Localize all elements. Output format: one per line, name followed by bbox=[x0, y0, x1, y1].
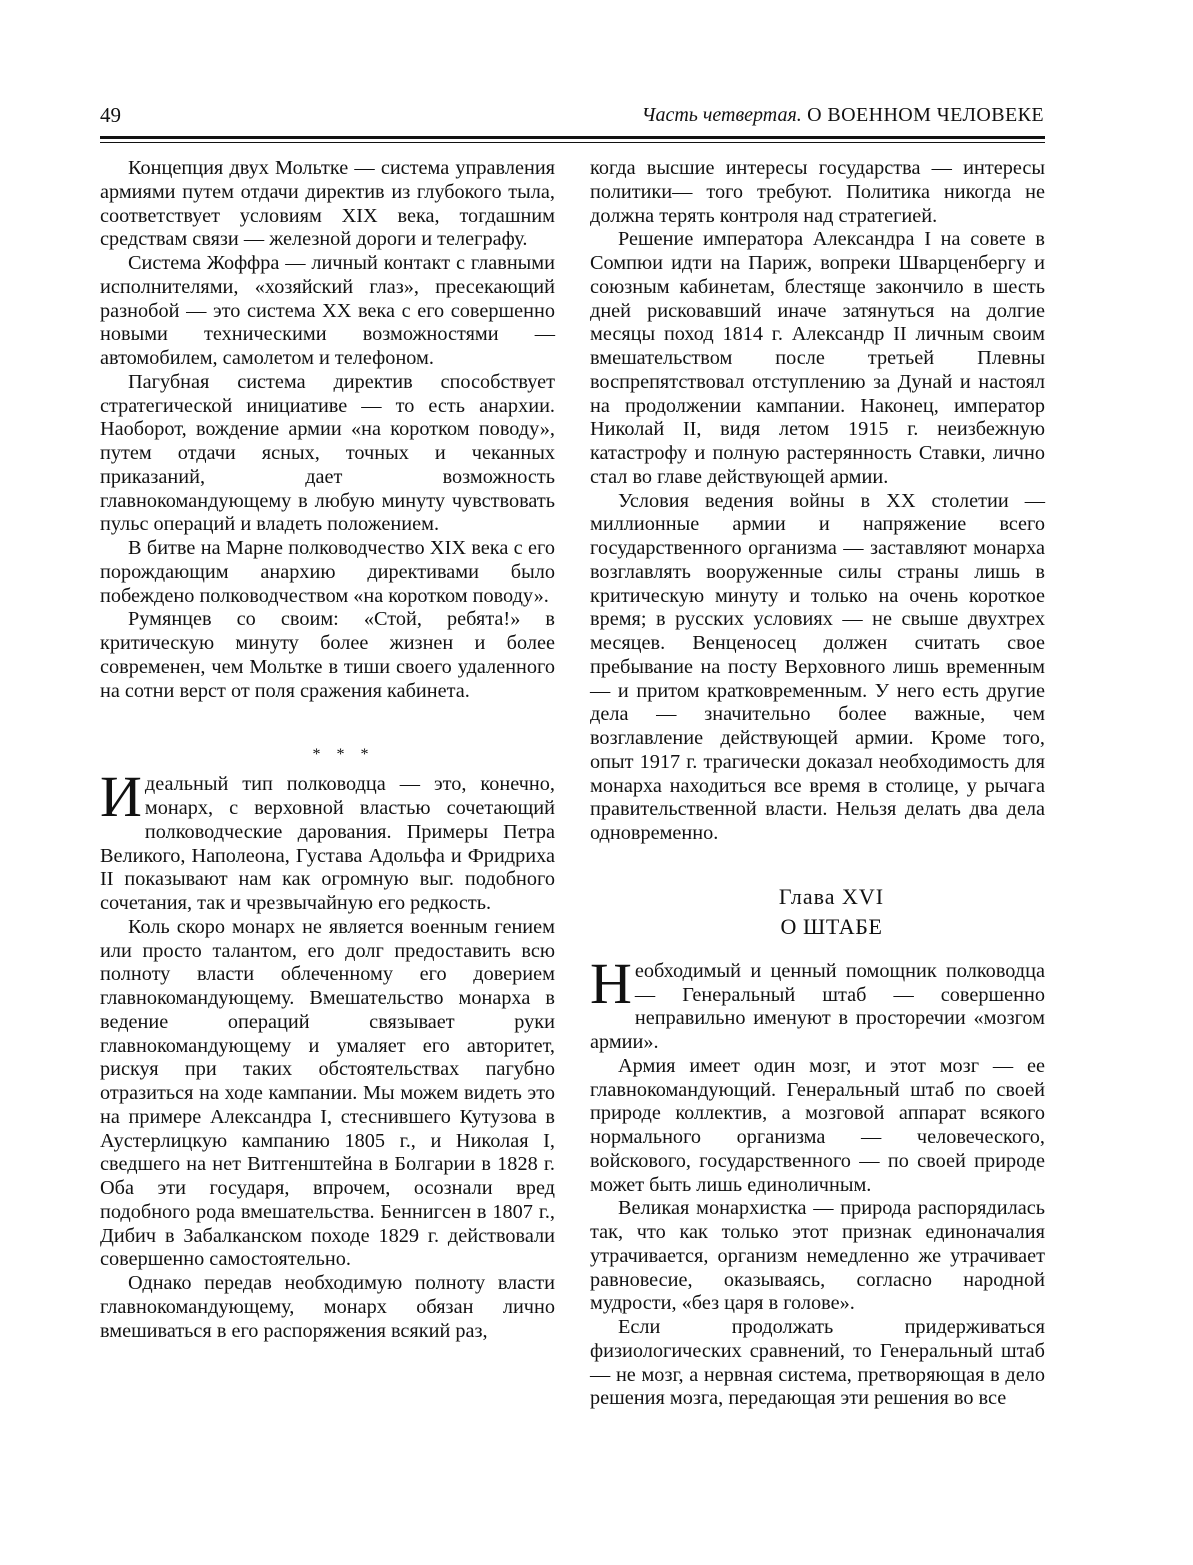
paragraph: Пагубная система директив способствует стратегической инициативе — то есть анархии. Наоборот, вождение армии «на коротком поводу», путем отдачи ясных, точных и чеканных приказаний, дает возможность главнокомандующему в любую минуту чувствовать пульс операций и владеть положением. bbox=[100, 370, 555, 536]
left-column bbox=[100, 157, 555, 1343]
part-label: Часть четвертая. bbox=[641, 104, 802, 126]
paragraph-dropcap bbox=[100, 764, 555, 916]
right-column bbox=[590, 157, 1045, 1411]
spacer bbox=[100, 703, 555, 745]
paragraph-text: деальный тип полководца — это, конечно, монарх, с верховной властью сочетающий полководческие дарования. Примеры Петра Великого, Наполеона, Густава Адольфа и Фридриха II показывают нам как огромную выг. подобного сочетания, так и чрезвычайную его редкость. bbox=[100, 773, 555, 914]
drop-cap: Н bbox=[590, 950, 632, 1016]
page-header bbox=[100, 101, 1044, 131]
header-rule-thin bbox=[100, 142, 1045, 143]
paragraph: В битве на Марне полководчество XIX века с его порождающим анархию директивами было побеждено полководчеством «на коротком поводу». bbox=[100, 537, 555, 607]
spacer bbox=[590, 846, 1045, 882]
paragraph: Условия ведения войны в XX столетии — миллионные армии и напряжение всего государственного организма — заставляют монарха возглавлять вооруженные силы страны лишь в критическую минуту и только на очень короткое время; в русских условиях — не свыше двухтрех месяцев. Венценосец должен считать свое пребывание на посту Верховного лишь временным — и притом кратковременным. У него есть другие дела — значительно более важные, чем возглавление действующей армии. Кроме того, опыт 1917 г. трагически доказал необходимость для монарха находиться все время в столице, у рычага правительственной власти. Нельзя делать два дела одновременно. bbox=[590, 489, 1045, 844]
paragraph: Коль скоро монарх не является военным гением или просто талантом, его долг предоставить всю полноту власти облеченному его доверием главнокомандующему. Вмешательство монарха в ведение операций связывает руки главнокомандующему и умаляет его авторитет, рискуя при таких обстоятельствах пагубно отразиться на ходе кампании. Мы можем видеть это на примере Александра I, стеснившего Кутузова в Аустерлицкую кампанию 1805 г., и Николая I, сведшего на нет Витгенштейна в Болгарии в 1828 г. Оба эти государя, впрочем, осознали вред подобного рода вмешательства. Беннигсен в 1807 г., Дибич в Забалканском походе 1829 г. действовали совершенно самостоятельно. bbox=[100, 915, 555, 1271]
part-title: О ВОЕННОМ ЧЕЛОВЕКЕ bbox=[807, 104, 1044, 126]
paragraph: Великая монархистка — природа распорядилась так, что как только этот признак единоначалия утрачивается, организм немедленно же утрачивает равновесие, оказываясь, согласно народной мудрости, «без царя в голове». bbox=[590, 1197, 1045, 1315]
paragraph: когда высшие интересы государства — интересы политики— того требуют. Политика никогда не должна терять контроля над стратегией. bbox=[590, 157, 1045, 227]
paragraph: Концепция двух Мольтке — система управления армиями путем отдачи директив из глубокого тыла, соответствует условиям XIX века, тогдашним средствам связи — железной дороги и телеграфу. bbox=[100, 157, 555, 251]
paragraph: Если продолжать придерживаться физиологических сравнений, то Генеральный штаб — не мозг, а нервная система, претворяющая в дело решения мозга, передающая эти решения во все bbox=[590, 1316, 1045, 1410]
page-number: 49 bbox=[100, 103, 121, 127]
paragraph: Однако передав необходимую полноту власти главнокомандующему, монарх обязан лично вмешиваться в его распоряжения всякий раз, bbox=[100, 1272, 555, 1342]
header-rule-thick bbox=[100, 136, 1045, 139]
spacer bbox=[590, 942, 1045, 960]
paragraph-dropcap bbox=[590, 950, 1045, 1055]
chapter-label: Глава XVI bbox=[778, 883, 885, 909]
running-title bbox=[642, 101, 1044, 129]
paragraph: Румянцев со своим: «Стой, ребята!» в критическую минуту более жизнен и более современен, чем Мольтке в тиши своего удаленного на сотни верст от поля сражения кабинета. bbox=[100, 608, 555, 702]
paragraph: Решение императора Александра I на совете в Сомпюи идти на Париж, вопреки Шварценбергу и союзным кабинетам, блестяще закончило в шесть дней рисковавший иначе затянуться на долгие месяцы поход 1814 г. Александр II личным своим вмешательством после третьей Плевны воспрепятствовал отступлению за Дунай и настоял на продолжении кампании. Наконец, император Николай II, видя летом 1915 г. неизбежную катастрофу и полную растерянность Ставки, лично стал во главе действующей армии. bbox=[590, 228, 1045, 488]
paragraph-text: еобходимый и ценный помощник полководца — Генеральный штаб — совершенно неправильно именуют в просторечии «мозгом армии». bbox=[590, 959, 1045, 1053]
paragraph: Система Жоффра — личный контакт с главными исполнителями, «хозяйский глаз», пресекающий разнобой — это система XX века с его совершенно новыми техническими возможностями — автомобилем, самолетом и телефоном. bbox=[100, 252, 555, 369]
drop-cap: И bbox=[100, 764, 142, 830]
chapter-title: О ШТАБЕ bbox=[780, 913, 883, 939]
section-separator: * * * bbox=[312, 746, 375, 764]
paragraph: Армия имеет один мозг, и этот мозг — ее главнокомандующий. Генеральный штаб по своей природе коллектив, а мозговой аппарат всякого нормального организма — человеческого, войскового, государственного — по своей природе может быть лишь единоличным. bbox=[590, 1054, 1045, 1196]
